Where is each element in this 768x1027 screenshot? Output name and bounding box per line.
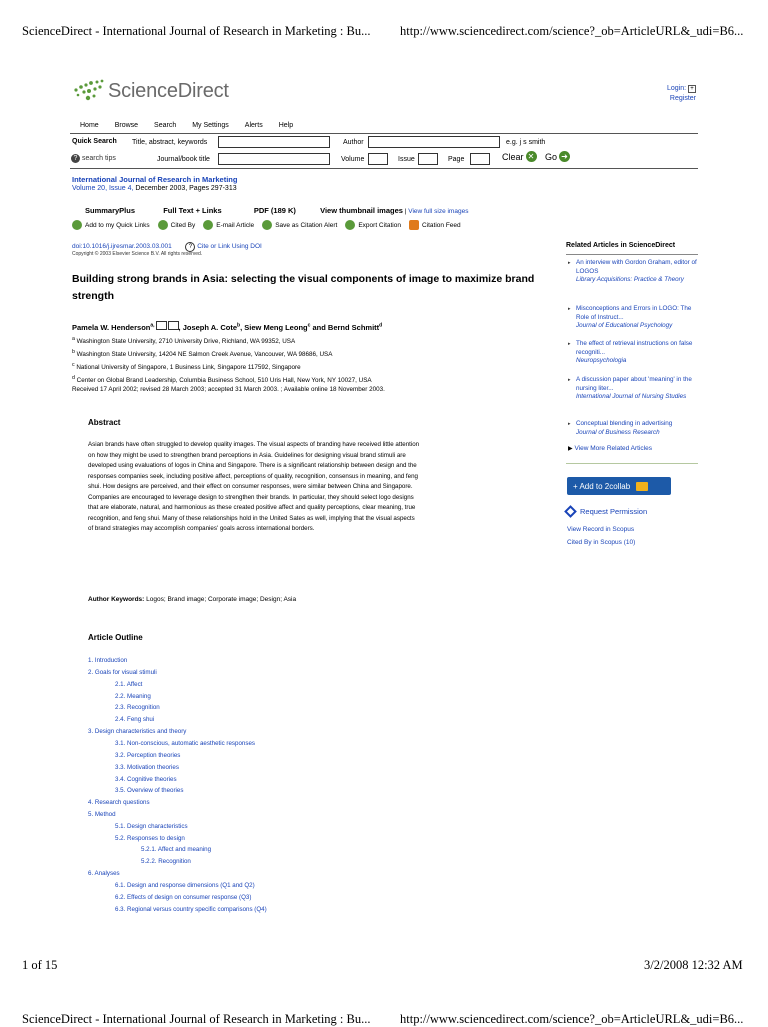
search-divider: [70, 168, 698, 169]
email-article-action[interactable]: E-mail Article: [203, 220, 254, 230]
tab-thumbnail-images[interactable]: View thumbnail images: [320, 206, 403, 215]
bullet-icon: ▸: [568, 260, 571, 266]
citation-alert-action[interactable]: Save as Citation Alert: [262, 220, 337, 230]
author-name[interactable]: Joseph A. Cote: [182, 323, 238, 332]
affiliation: $^b$ Washington State University, 14204 NE Salmon Creek Avenue, Vancouver, WA 98686, USA: [72, 349, 333, 359]
nav-my-settings[interactable]: My Settings: [192, 122, 229, 129]
outline-item[interactable]: 3.1. Non-conscious, automatic aesthetic responses: [115, 740, 255, 747]
cited-by-action[interactable]: Cited By: [158, 220, 196, 230]
main-nav: [80, 122, 309, 129]
clear-x-icon: ✕: [526, 151, 537, 162]
outline-item[interactable]: 6.1. Design and response dimensions (Q1 and Q2): [115, 882, 255, 889]
tab-pdf[interactable]: PDF (189 K): [253, 206, 296, 215]
plus-icon: [72, 220, 82, 230]
outline-item[interactable]: 6.2. Effects of design on consumer response (Q3): [115, 894, 252, 901]
outline-item[interactable]: 2. Goals for visual stimuli: [88, 669, 157, 676]
issue-label: Issue: [398, 156, 415, 163]
doi-link[interactable]: doi:10.1016/j.ijresmar.2003.03.001: [72, 243, 172, 250]
brand-name[interactable]: ScienceDirect: [108, 80, 229, 102]
article-title: Building strong brands in Asia: selecting the visual components of image to maximize brand strength: [72, 273, 535, 302]
article-actions: [72, 220, 469, 230]
outline-item[interactable]: 3.3. Motivation theories: [115, 764, 179, 771]
arrow-right-icon: ➜: [559, 151, 570, 162]
received-dates: Received 17 April 2002; revised 28 March 2003; accepted 31 March 2003. ; Available online 18 November 2003.: [72, 386, 385, 393]
author-list: Pamela W. Henderson$^{a,}$ , Joseph A. Cote$^b$, Siew Meng Leong$^c$ and Bernd Schmitt$^d$: [72, 322, 383, 332]
cite-or-link-doi[interactable]: Cite or Link Using DOI: [197, 243, 262, 250]
affiliation: $^c$ National University of Singapore, 1 Business Link, Singapore 117592, Singapore: [72, 362, 301, 372]
nav-browse[interactable]: Browse: [114, 122, 139, 129]
related-bottom-divider: [566, 463, 698, 464]
outline-item[interactable]: 5.2.1. Affect and meaning: [141, 846, 212, 853]
email-icon: [203, 220, 213, 230]
title-abstract-label: Title, abstract, keywords: [132, 139, 208, 146]
related-article[interactable]: ▸ A discussion paper about 'meaning' in the nursing liter... International Journal of Nursing Studies: [568, 376, 692, 400]
outline-item[interactable]: 5.1. Design characteristics: [115, 823, 188, 830]
outline-item[interactable]: 6. Analyses: [88, 870, 120, 877]
journal-title-input[interactable]: [218, 153, 330, 165]
view-more-related[interactable]: ▶ View More Related Articles: [568, 445, 652, 452]
nav-divider: [70, 133, 698, 134]
export-citation-action[interactable]: Export Citation: [345, 220, 401, 230]
affiliation: $^a$ Washington State University, 2710 University Drive, Richland, WA 99352, USA: [72, 336, 296, 346]
outline-item[interactable]: 2.4. Feng shui: [115, 716, 155, 723]
related-articles-heading: Related Articles in ScienceDirect: [566, 242, 676, 249]
related-article[interactable]: ▸ Conceptual blending in advertising Journal of Business Research: [568, 420, 673, 436]
add-quick-links-action[interactable]: Add to my Quick Links: [72, 220, 150, 230]
outline-item[interactable]: 3.5. Overview of theories: [115, 787, 184, 794]
outline-item[interactable]: 3. Design characteristics and theory: [88, 728, 187, 735]
volume-issue-link[interactable]: Volume 20, Issue 4,: [72, 185, 134, 192]
search-tips[interactable]: ? search tips: [71, 154, 116, 163]
outline-item[interactable]: 5.2. Responses to design: [115, 835, 185, 842]
login-link[interactable]: Login:: [666, 85, 687, 92]
abstract-heading: Abstract: [88, 418, 121, 427]
author-name[interactable]: Siew Meng Leong: [244, 323, 308, 332]
go-button[interactable]: Go ➜: [545, 151, 570, 162]
author-name[interactable]: Bernd Schmitt: [327, 323, 380, 332]
cited-icon: [158, 220, 168, 230]
tab-summaryplus[interactable]: SummaryPlus: [85, 206, 136, 215]
nav-search[interactable]: Search: [154, 122, 177, 129]
tab-fulltext[interactable]: Full Text + Links: [163, 206, 222, 215]
outline-item[interactable]: 4. Research questions: [88, 799, 150, 806]
outline-item[interactable]: 3.2. Perception theories: [115, 752, 181, 759]
nav-alerts[interactable]: Alerts: [244, 122, 263, 129]
quick-search-label: Quick Search: [72, 138, 117, 145]
author-name[interactable]: Pamela W. Henderson: [72, 323, 151, 332]
email-envelope-icon[interactable]: [168, 321, 179, 330]
outline-item[interactable]: 2.2. Meaning: [115, 693, 151, 700]
outline-item[interactable]: 5. Method: [88, 811, 116, 818]
volume-label: Volume: [341, 156, 365, 163]
request-permission-link[interactable]: Request Permission: [566, 507, 647, 516]
view-record-scopus[interactable]: View Record in Scopus: [567, 526, 635, 533]
abstract-text: Asian brands have often struggled to develop quality images. The visual aspects of branding have received little attention on how they might be used to strengthen brand perceptions in Asia. Guidelines for designing visual brand stimuli are developed using evaluations of logos in China and Singapore. There is a significant relationship between design and the responses companies seek, including positive affect, perceptions of quality, recognition, consensus in meaning, and feng shui. How designs are perceived, and their effect on consumer responses, were similar between China and Singapore. Companies are encouraged to leverage design to strengthen their brands. In particular, they should select logo designs that are elaborate, natural, and harmonious as these created positive affect and quality perceptions, clear meaning, true recognition, and feng shui. Many of these relationships hold in the United Sates as well, implying that the visual aspects of brand strategies may accomplish companies' goals across international borders.: [88, 441, 420, 532]
issue-input[interactable]: [418, 153, 438, 165]
journal-title-link[interactable]: International Journal of Research in Marketing: [72, 175, 238, 184]
add-to-2collab-button[interactable]: + Add to 2collab: [567, 477, 671, 495]
next-page-header-url: http://www.sciencedirect.com/science?_ob=ArticleURL&_udi=B6...: [400, 1012, 744, 1026]
affiliation: $^d$ Center on Global Brand Leadership, Columbia Business School, 510 Uris Hall, New York, NY 10027, USA: [72, 375, 372, 385]
outline-item[interactable]: 6.3. Regional versus country specific comparisons (Q4): [115, 906, 267, 913]
export-icon: [345, 220, 355, 230]
print-datetime: 3/2/2008 12:32 AM: [644, 958, 743, 972]
register-link[interactable]: Register: [669, 95, 696, 102]
plus-box-icon[interactable]: +: [688, 85, 696, 93]
2collab-logo-icon: [636, 482, 648, 491]
journal-title-label: Journal/book title: [157, 156, 210, 163]
print-header-url: http://www.sciencedirect.com/science?_ob=ArticleURL&_udi=B6...: [400, 24, 744, 38]
print-page-number: 1 of 15: [22, 958, 58, 972]
bullet-icon: ▸: [568, 306, 571, 312]
related-article[interactable]: ▸ The effect of retrieval instructions on false recogniti... Neuropsychologia: [568, 340, 693, 364]
author-input[interactable]: [368, 136, 500, 148]
related-article[interactable]: ▸ Misconceptions and Errors in LOGO: The Role of Instruct... Journal of Educational Psychology: [568, 305, 692, 329]
next-page-header-title: ScienceDirect - International Journal of Research in Marketing : Bu...: [22, 1012, 371, 1026]
help-icon: ?: [71, 154, 80, 163]
volume-input[interactable]: [368, 153, 388, 165]
outline-item[interactable]: 2.3. Recognition: [115, 704, 160, 711]
nav-help[interactable]: Help: [278, 122, 294, 129]
corresponding-icon[interactable]: [156, 321, 167, 330]
page-input[interactable]: [470, 153, 490, 165]
related-divider: [566, 254, 698, 255]
related-article[interactable]: ▸ An interview with Gordon Graham, editor of LOGOS Library Acquisitions: Practice & Theory: [568, 259, 697, 283]
sciencedirect-logo-icon: [72, 78, 106, 104]
nav-home[interactable]: Home: [80, 122, 99, 129]
alert-icon: [262, 220, 272, 230]
citation-feed-action[interactable]: Citation Feed: [409, 220, 461, 230]
account-links: [667, 84, 696, 104]
bullet-icon: ▸: [568, 421, 571, 427]
author-label: Author: [343, 139, 364, 146]
full-size-images-link[interactable]: View full size images: [408, 208, 469, 215]
diamond-arrow-icon: [564, 505, 577, 518]
page-label: Page: [448, 156, 465, 163]
copyright: Copyright © 2003 Elsevier Science B.V. All rights reserved.: [72, 251, 203, 257]
title-abstract-input[interactable]: [218, 136, 330, 148]
outline-item[interactable]: 1. Introduction: [88, 657, 128, 664]
outline-item[interactable]: 2.1. Affect: [115, 681, 143, 688]
author-keywords: Author Keywords: Logos; Brand image; Corporate image; Design; Asia: [88, 596, 297, 603]
cited-by-scopus[interactable]: Cited By in Scopus (10): [567, 539, 636, 546]
print-header-title: ScienceDirect - International Journal of Research in Marketing : Bu...: [22, 24, 371, 38]
outline-item[interactable]: 5.2.2. Recognition: [141, 858, 191, 865]
journal-volume: Volume 20, Issue 4, December 2003, Pages 297-313: [72, 185, 237, 192]
article-tabs: SummaryPlus Full Text + Links PDF (189 K) View thumbnail images | View full size images: [85, 206, 469, 215]
rss-feed-icon: [409, 220, 419, 230]
clear-button[interactable]: Clear ✕: [502, 151, 537, 162]
author-example: e.g. j s smith: [506, 139, 546, 146]
bullet-icon: ▸: [568, 377, 571, 383]
outline-item[interactable]: 3.4. Cognitive theories: [115, 776, 177, 783]
outline-heading: Article Outline: [88, 633, 143, 642]
triangle-right-icon: ▶: [568, 446, 573, 452]
question-icon: ?: [185, 242, 195, 252]
bullet-icon: ▸: [568, 341, 571, 347]
